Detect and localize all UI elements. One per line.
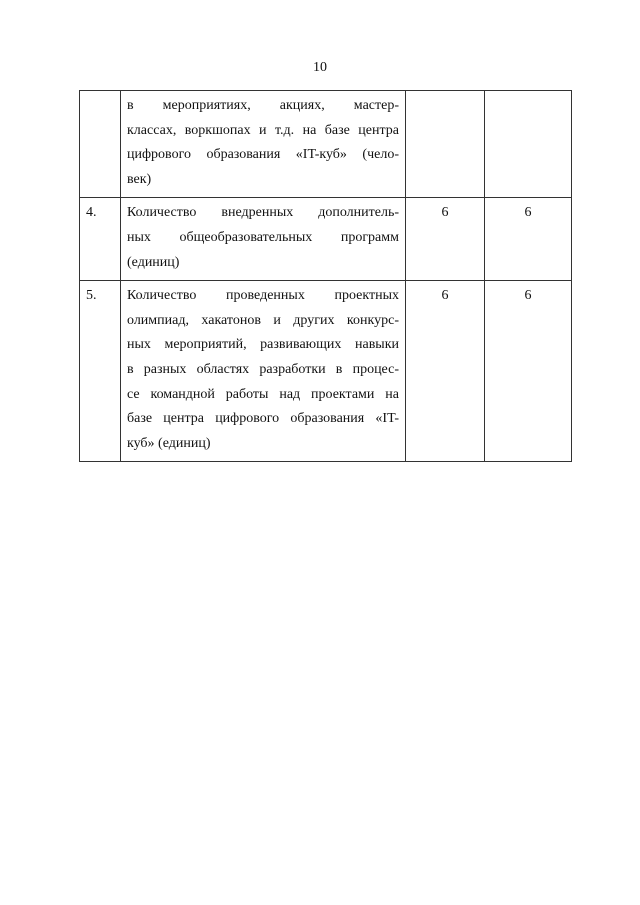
row-number xyxy=(80,91,121,198)
row-value-1: 6 xyxy=(406,198,485,281)
row-description xyxy=(121,91,406,198)
table-row xyxy=(80,281,572,462)
text-line: в мероприятиях, акциях, мастер- xyxy=(127,98,399,113)
row-description xyxy=(121,198,406,281)
row-number: 5. xyxy=(80,281,121,462)
row-value-2 xyxy=(485,91,572,198)
row-value-1 xyxy=(406,91,485,198)
text-line: ных общеобразовательных программ xyxy=(127,229,399,245)
text-line: базе центра цифрового образования «IT- xyxy=(127,411,399,427)
text-line: Количество проведенных проектных xyxy=(127,288,399,304)
text-line: в разных областях разработки в процес- xyxy=(127,361,399,377)
row-description xyxy=(121,281,406,462)
text-line: Количество внедренных дополнитель- xyxy=(127,205,399,221)
text-line: цифрового образования «IT-куб» (чело- xyxy=(127,147,399,163)
page-number: 10 xyxy=(313,60,327,75)
row-number: 4. xyxy=(80,198,121,281)
text-line: куб» (единиц) xyxy=(127,435,211,451)
text-line: ных мероприятий, развивающих навыки xyxy=(127,337,399,353)
text-line: се командной работы над проектами на xyxy=(127,386,399,402)
row-value-2: 6 xyxy=(485,198,572,281)
text-line: классах, воркшопах и т.д. на базе центра xyxy=(127,122,399,138)
text-line: (единиц) xyxy=(127,254,180,270)
table-row xyxy=(80,198,572,281)
text-line: олимпиад, хакатонов и других конкурс- xyxy=(127,312,399,328)
indicators-table xyxy=(79,90,572,462)
text-line: век) xyxy=(127,171,152,187)
row-value-2: 6 xyxy=(485,281,572,462)
table-row xyxy=(80,91,572,198)
row-value-1: 6 xyxy=(406,281,485,462)
